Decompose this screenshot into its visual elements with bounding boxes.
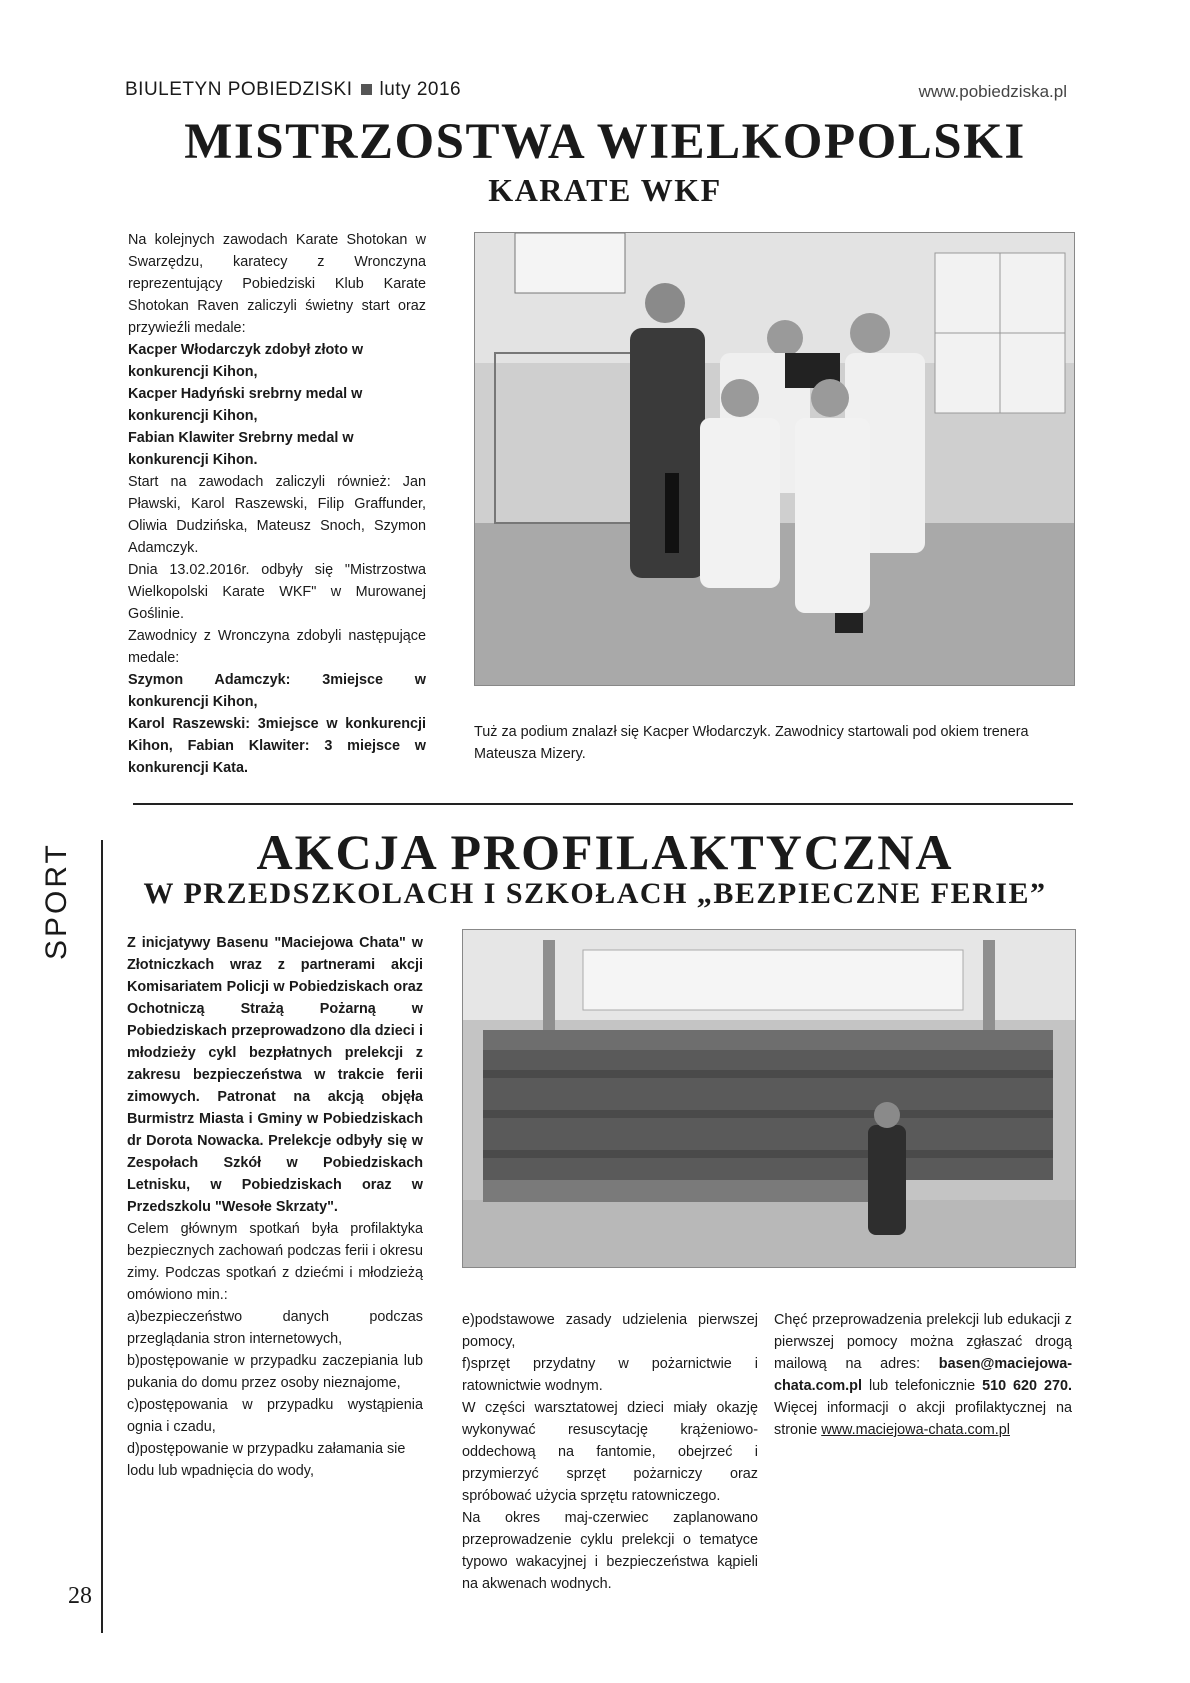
karate-medal-2: Kacper Hadyński srebrny medal w konkurencji Kihon,	[128, 386, 363, 424]
akcja-workshop: W części warsztatowej dzieci miały okazję wykonywać resuscytację krążeniowo-oddechową na fantomie, obejrzeć i przymierzyć sprzęt pożarniczy oraz spróbować użycia sprzętu ratowniczego.	[462, 1400, 758, 1504]
akcja-summer-plan: Na okres maj-czerwiec zaplanowano przeprowadzenie cyklu prelekcji o tematyce typowo wakacyjnej i bezpieczeństwa kąpieli na akwenach wodnych.	[462, 1510, 758, 1592]
sidebar-rule	[101, 840, 103, 1633]
separator-square-icon	[361, 84, 372, 95]
contact-text-start: Chęć przeprowadzenia prelekcji lub edukacji z pierwszej pomocy można zgłaszać drogą mailową na adres:	[774, 1312, 1072, 1372]
karate-medal-1: Kacper Włodarczyk zdobył złoto w konkurencji Kihon,	[128, 342, 364, 380]
contact-text-mid: lub telefonicznie	[868, 1378, 976, 1394]
article-title-akcja: AKCJA PROFILAKTYCZNA	[256, 824, 954, 880]
karate-photo-caption: Tuż za podium znalazł się Kacper Włodarczyk. Zawodnicy startowali pod okiem trenera Mateusza Mizery.	[474, 724, 1029, 762]
akcja-contact	[774, 1309, 1072, 1441]
karate-medal-3: Fabian Klawiter Srebrny medal w konkurencji Kihon.	[128, 430, 354, 468]
website-url[interactable]: www.pobiedziska.pl	[918, 82, 1067, 101]
karate-result-2: Karol Raszewski: 3miejsce w konkurencji Kihon, Fabian Klawiter: 3 miejsce w konkurencji Kata.	[128, 716, 426, 776]
publication-name: BIULETYN POBIEDZISKI	[125, 79, 353, 100]
page-number: 28	[68, 1583, 92, 1609]
akcja-intro: Z inicjatywy Basenu "Maciejowa Chata" w Złotniczkach wraz z partnerami akcji Komisariatem Policji w Pobiedziskach oraz Ochotniczą Strażą Pożarną w Pobiedziskach przeprowadzono dla dzieci i młodzieży cykl bezpłatnych prelekcji z zakresu bezpieczeństwa w trakcie ferii zimowych. Patronat na akcją objęła Burmistrz Miasta i Gminy w Pobiedziskach dr Dorota Nowacka. Prelekcje odbyły się w Zespołach Szkół w Pobiedziskach Letnisku, w Pobiedziskach oraz w Przedszkolu "Wesołe Skrzaty".	[127, 935, 423, 1215]
article-title-karate: MISTRZOSTWA WIELKOPOLSKI	[184, 114, 1026, 170]
karate-team-photo	[474, 232, 1075, 686]
akcja-item-b: b)postępowanie w przypadku zaczepiania lub pukania do domu przez osoby nieznajome,	[127, 1353, 423, 1391]
presentation-group-photo	[462, 929, 1076, 1268]
group-photo-illustration	[463, 930, 1075, 1267]
contact-website-link[interactable]: www.maciejowa-chata.com.pl	[821, 1422, 1010, 1438]
akcja-item-d: d)postępowanie w przypadku załamania sie lodu lub wpadnięcia do wody,	[127, 1441, 406, 1479]
article-subtitle-karate: KARATE WKF	[488, 172, 722, 208]
contact-phone: 510 620 270.	[982, 1378, 1073, 1394]
akcja-column-1	[127, 932, 423, 1482]
karate-result-1: Szymon Adamczyk: 3miejsce w konkurencji Kihon,	[128, 672, 426, 710]
akcja-item-c: c)postępowania w przypadku wystąpienia ognia i czadu,	[127, 1397, 423, 1435]
akcja-column-3	[774, 1309, 1072, 1441]
akcja-goal: Celem głównym spotkań była profilaktyka bezpiecznych zachowań podczas ferii i okresu zimy. Podczas spotkań z dziećmi i młodzieżą omówiono min.:	[127, 1221, 423, 1303]
akcja-item-e: e)podstawowe zasady udzielenia pierwszej pomocy,	[462, 1312, 758, 1350]
section-label-sport: SPORT	[40, 842, 73, 960]
section-divider	[133, 803, 1073, 805]
article-subtitle-akcja: W PRZEDSZKOLACH I SZKOŁACH „BEZPIECZNE FERIE”	[143, 877, 1047, 910]
akcja-column-2	[462, 1309, 758, 1595]
karate-article-text	[128, 229, 426, 779]
akcja-item-a: a)bezpieczeństwo danych podczas przeglądania stron internetowych,	[127, 1309, 423, 1347]
issue-date: luty 2016	[379, 79, 462, 100]
akcja-item-f: f)sprzęt przydatny w pożarnictwie i ratownictwie wodnym.	[462, 1356, 758, 1394]
running-header	[125, 79, 461, 101]
contact-email-link[interactable]: basen@maciejowa-chata.com.pl	[774, 1356, 1072, 1394]
karate-championship: Dnia 13.02.2016r. odbyły się "Mistrzostwa Wielkopolski Karate WKF" w Murowanej Goślinie.	[128, 562, 426, 622]
karate-participants: Start na zawodach zaliczyli również: Jan Pławski, Karol Raszewski, Filip Graffunder, Oliwia Dudzińska, Mateusz Snoch, Szymon Adamczyk.	[128, 474, 426, 556]
karate-intro: Na kolejnych zawodach Karate Shotokan w Swarzędzu, karatecy z Wronczyna reprezentujący Pobiedziski Klub Karate Shotokan Raven zaliczyli świetny start oraz przywieźli medale:	[128, 232, 426, 336]
karate-photo-illustration	[475, 233, 1074, 685]
karate-medals-intro: Zawodnicy z Wronczyna zdobyli następujące medale:	[128, 628, 426, 666]
contact-text-end: Więcej informacji o akcji profilaktycznej na stronie	[774, 1400, 1072, 1438]
